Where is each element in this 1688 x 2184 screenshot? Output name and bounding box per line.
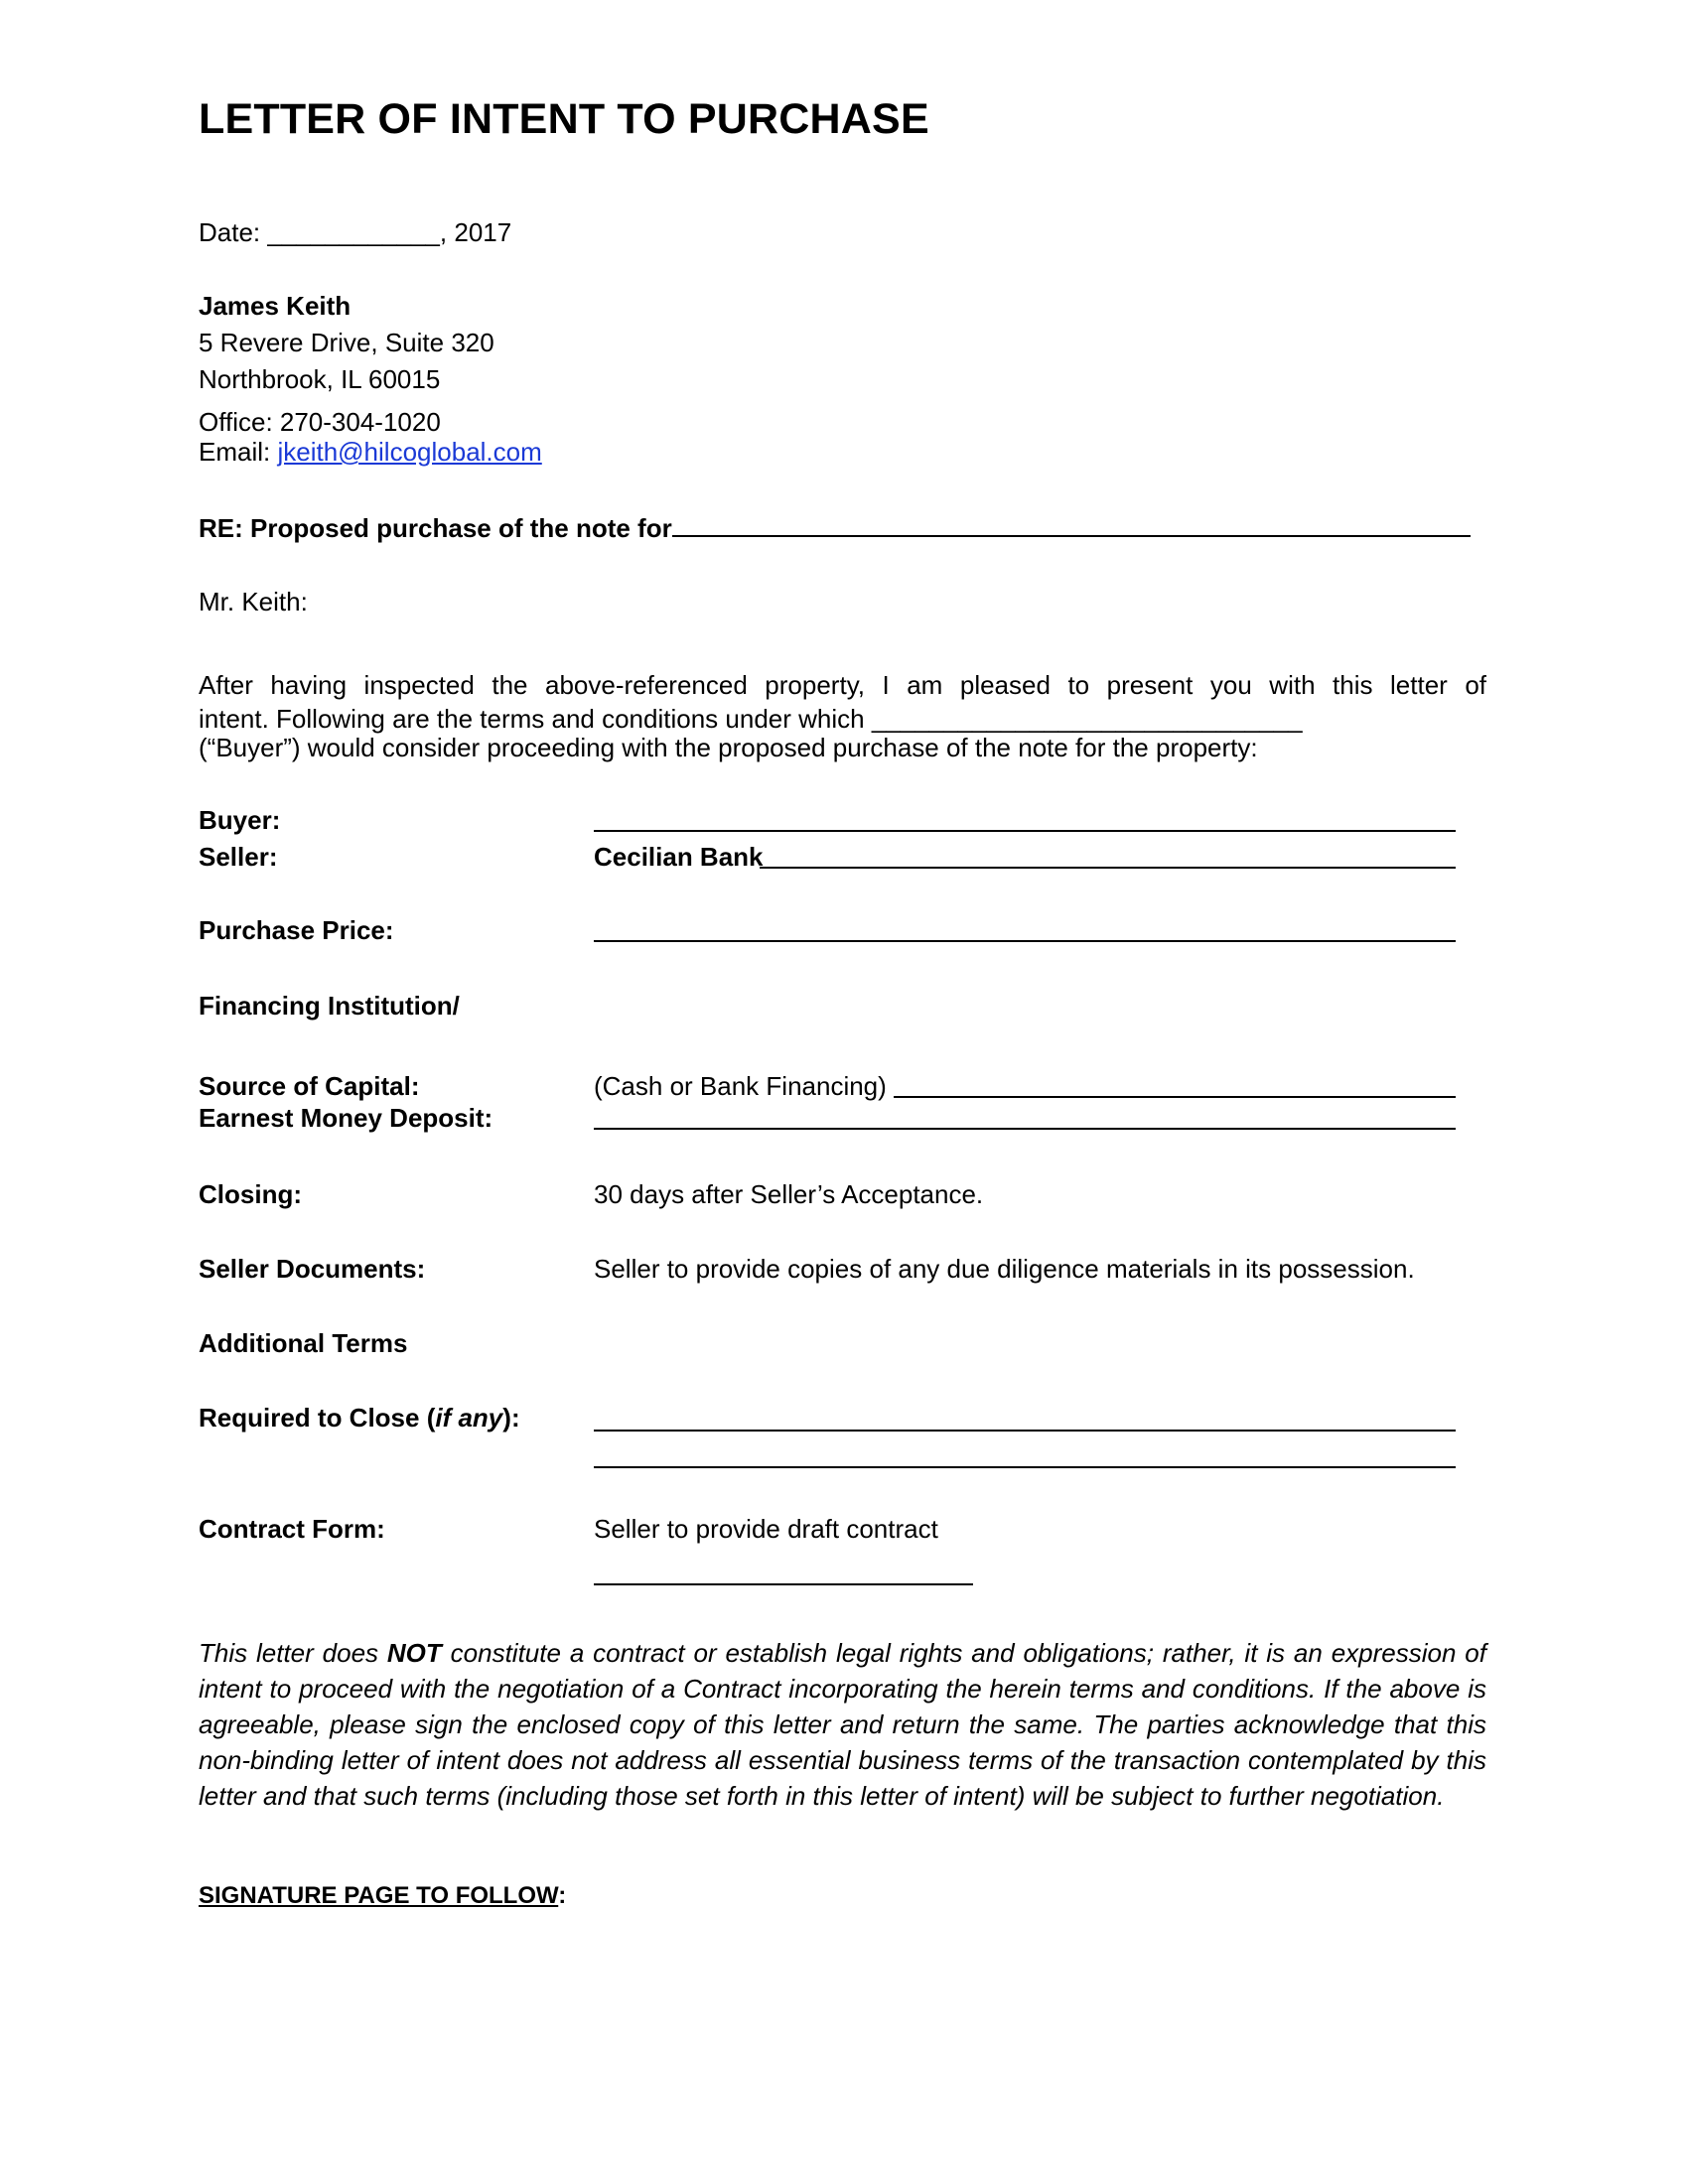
signature-label: SIGNATURE PAGE TO FOLLOW bbox=[199, 1882, 559, 1909]
purchase-price-label: Purchase Price: bbox=[199, 915, 394, 945]
date-blank: ____________ bbox=[267, 217, 440, 247]
seller-value: Cecilian Bank bbox=[594, 842, 764, 872]
earnest-money-label: Earnest Money Deposit: bbox=[199, 1103, 493, 1133]
required-to-close-label bbox=[199, 1404, 520, 1433]
buyer-blank bbox=[594, 830, 1456, 832]
date-year: , 2017 bbox=[439, 217, 512, 247]
disclaimer-emphasis: NOT bbox=[386, 1638, 442, 1668]
signature-heading bbox=[199, 1882, 566, 1910]
intro-line-1: After having inspected the above-referenced property, I am pleased to present you with this letter of bbox=[199, 670, 1486, 700]
re-line-blank bbox=[672, 513, 1471, 537]
contract-form-value: Seller to provide draft contract bbox=[594, 1514, 938, 1544]
recipient-office-phone: Office: 270-304-1020 bbox=[199, 407, 441, 437]
signature-colon: : bbox=[558, 1882, 567, 1909]
seller-documents-value: Seller to provide copies of any due diligence materials in its possession. bbox=[594, 1254, 1415, 1284]
recipient-name: James Keith bbox=[199, 291, 352, 321]
disclaimer-paragraph bbox=[199, 1635, 1486, 1814]
seller-documents-label: Seller Documents: bbox=[199, 1254, 426, 1284]
document-title: LETTER OF INTENT TO PURCHASE bbox=[199, 95, 929, 143]
contract-form-blank bbox=[594, 1583, 973, 1585]
seller-blank bbox=[760, 867, 1456, 869]
financing-institution-label: Financing Institution/ bbox=[199, 991, 460, 1021]
required-label-part3: ): bbox=[502, 1403, 520, 1433]
re-line bbox=[199, 513, 1471, 544]
disclaimer-part2: constitute a contract or establish legal rights and obligations; rather, it is an expression of intent to proceed with the negotiation of a Contract incorporating the herein terms and conditions. If the above is agreeable, please sign the enclosed copy of this letter and return the same. The parties acknowledge that this non-binding letter of intent does not address all essential business terms of the transaction contemplated by this letter and that such terms (including those set forth in this letter of intent) will be subject to further negotiation. bbox=[199, 1638, 1486, 1811]
recipient-address-line2: Northbrook, IL 60015 bbox=[199, 364, 441, 394]
intro-line-3: (“Buyer”) would consider proceeding with the proposed purchase of the note for the property: bbox=[199, 733, 1258, 762]
buyer-label: Buyer: bbox=[199, 805, 281, 835]
recipient-email-line bbox=[199, 438, 542, 468]
earnest-money-blank bbox=[594, 1128, 1456, 1130]
date-line bbox=[199, 218, 511, 248]
disclaimer-part1: This letter does bbox=[199, 1638, 387, 1668]
source-of-capital-value: (Cash or Bank Financing) bbox=[594, 1071, 887, 1101]
recipient-address-line1: 5 Revere Drive, Suite 320 bbox=[199, 328, 494, 357]
email-link[interactable]: jkeith@hilcoglobal.com bbox=[277, 437, 542, 467]
source-of-capital-label: Source of Capital: bbox=[199, 1071, 420, 1101]
seller-label: Seller: bbox=[199, 842, 278, 872]
email-label: Email: bbox=[199, 437, 278, 467]
additional-terms-label: Additional Terms bbox=[199, 1328, 408, 1358]
re-line-text: RE: Proposed purchase of the note for bbox=[199, 513, 672, 543]
intro-line-2: intent. Following are the terms and conditions under which ______________________________ bbox=[199, 704, 1303, 734]
purchase-price-blank bbox=[594, 940, 1456, 942]
required-label-part1: Required to Close ( bbox=[199, 1403, 436, 1433]
source-of-capital-blank bbox=[894, 1096, 1456, 1098]
salutation: Mr. Keith: bbox=[199, 587, 308, 616]
closing-value: 30 days after Seller’s Acceptance. bbox=[594, 1179, 984, 1209]
required-to-close-blank-1 bbox=[594, 1430, 1456, 1432]
contract-form-label: Contract Form: bbox=[199, 1514, 385, 1544]
required-label-italic: if any bbox=[435, 1403, 503, 1433]
date-label: Date: bbox=[199, 217, 268, 247]
required-to-close-blank-2 bbox=[594, 1466, 1456, 1468]
closing-label: Closing: bbox=[199, 1179, 302, 1209]
